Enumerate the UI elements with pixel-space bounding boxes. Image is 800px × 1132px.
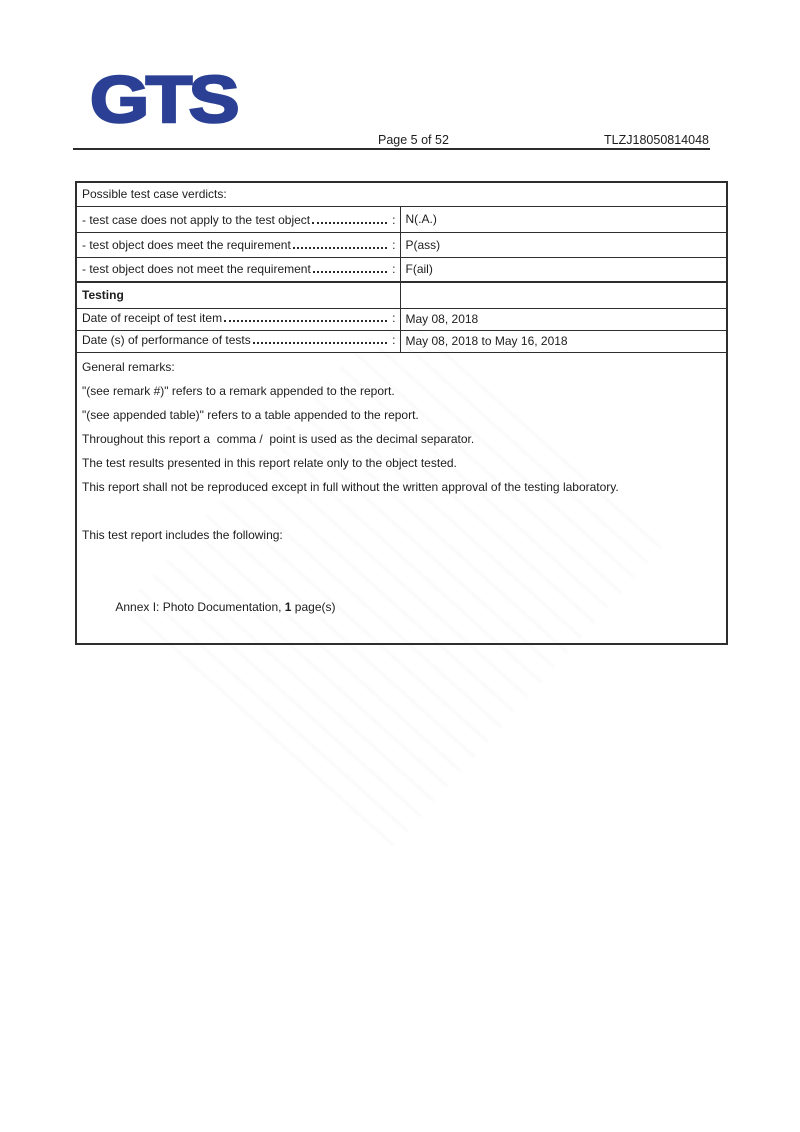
table-row <box>76 352 727 644</box>
remark-line: Throughout this report a comma / point is used as the decimal separator. <box>82 431 475 446</box>
annex-prefix: Annex I: Photo Documentation, <box>115 599 285 614</box>
annex-page-count: 1 <box>284 599 292 614</box>
remark-line-blank <box>82 547 721 571</box>
table-row <box>76 182 727 206</box>
dot-leader <box>293 247 387 249</box>
colon: : <box>392 237 396 252</box>
remark-line: "(see appended table)" refers to a table appended to the report. <box>82 407 419 422</box>
report-number: TLZJ18050814048 <box>604 133 709 147</box>
section-title-testing: Testing <box>76 282 400 308</box>
dot-leader <box>313 271 387 273</box>
remark-line: This test report includes the following: <box>82 527 283 542</box>
remark-line: This report shall not be reproduced except in full without the written approval of the testing laboratory. <box>82 479 619 494</box>
gts-logo-text: GTS <box>90 70 238 128</box>
table-row <box>76 308 727 330</box>
table-row <box>76 330 727 352</box>
date-label-cell <box>76 330 400 352</box>
empty-cell <box>400 282 727 308</box>
page-indicator: Page 5 of 52 <box>378 133 449 147</box>
date-value: May 08, 2018 to May 16, 2018 <box>400 330 727 352</box>
date-label: Date (s) of performance of tests <box>82 332 251 347</box>
remark-line-blank <box>82 499 721 523</box>
verdict-value: F(ail) <box>400 257 727 282</box>
date-value: May 08, 2018 <box>400 308 727 330</box>
verdict-label: - test object does meet the requirement <box>82 237 291 252</box>
remark-line: General remarks: <box>82 359 175 374</box>
dot-leader <box>253 342 387 344</box>
table-row <box>76 282 727 308</box>
table-row <box>76 232 727 257</box>
date-label-cell <box>76 308 400 330</box>
verdicts-table <box>75 181 728 645</box>
gts-logo <box>88 70 238 128</box>
section-title-verdicts: Possible test case verdicts: <box>76 182 727 206</box>
dot-leader <box>224 320 387 322</box>
table-row <box>76 206 727 232</box>
verdict-label-cell <box>76 232 400 257</box>
verdict-label: - test object does not meet the requirement <box>82 262 311 276</box>
verdict-value: N(.A.) <box>400 206 727 232</box>
annex-suffix: page(s) <box>291 599 336 614</box>
general-remarks-cell <box>76 352 727 644</box>
verdict-value: P(ass) <box>400 232 727 257</box>
verdict-label-cell <box>76 206 400 232</box>
dot-leader <box>312 222 387 224</box>
verdict-label-cell <box>76 257 400 282</box>
table-row <box>76 257 727 282</box>
remark-line: "(see remark #)" refers to a remark appended to the report. <box>82 383 395 398</box>
colon: : <box>392 212 396 227</box>
remark-line: The test results presented in this report relate only to the object tested. <box>82 455 457 470</box>
verdict-label: - test case does not apply to the test object <box>82 212 311 227</box>
header-rule <box>73 148 710 150</box>
colon: : <box>392 332 396 347</box>
annex-line <box>82 571 721 643</box>
colon: : <box>392 262 396 276</box>
colon: : <box>392 310 396 325</box>
date-label: Date of receipt of test item <box>82 310 223 325</box>
